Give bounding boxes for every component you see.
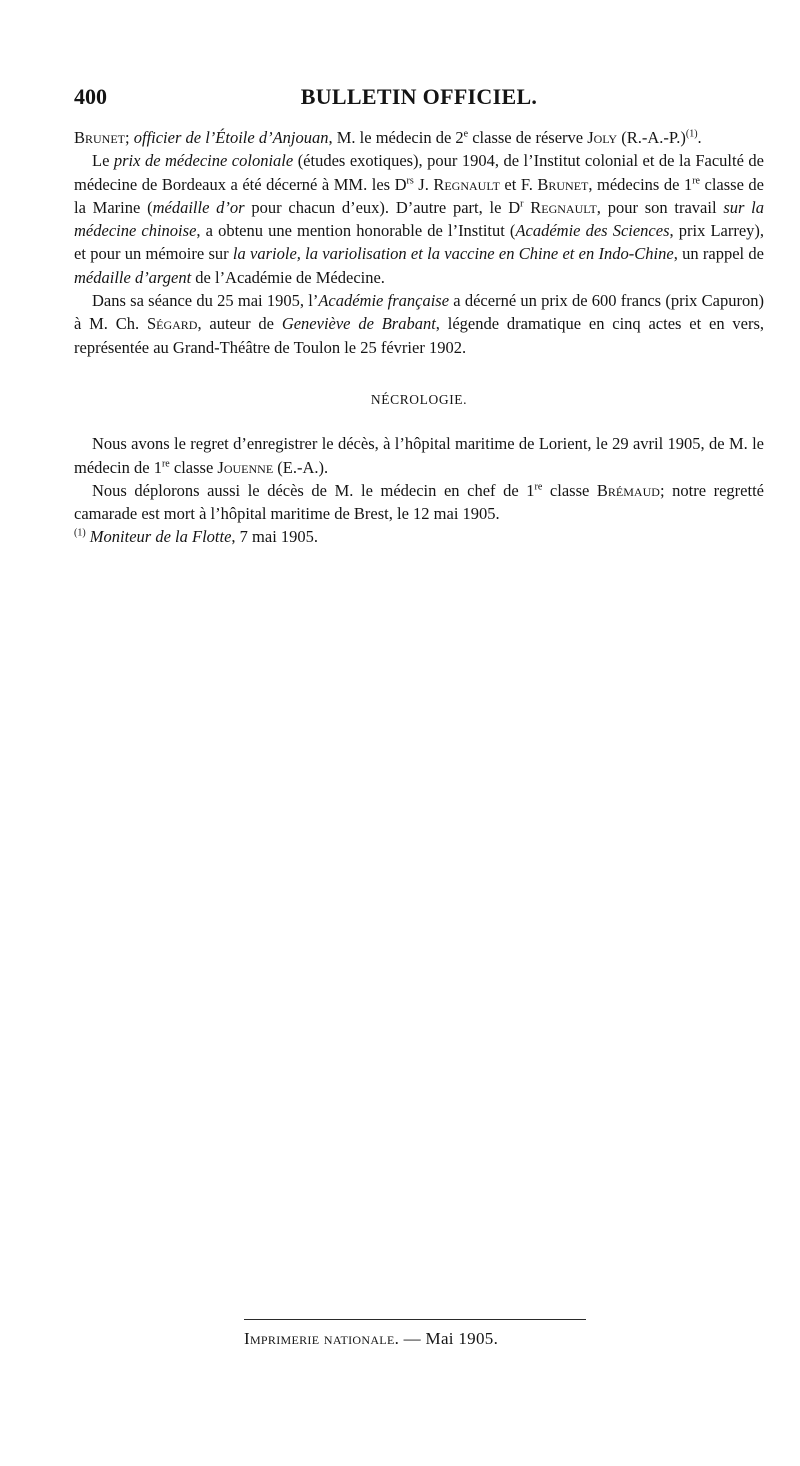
- footnote: [74, 525, 764, 548]
- institution-name: Académie française: [318, 291, 450, 311]
- name-jouenne: Jouenne: [217, 457, 274, 477]
- institution-name: Académie des Sciences: [515, 221, 670, 241]
- paragraph-brunet-award: [74, 126, 764, 149]
- text-run: classe: [169, 457, 218, 477]
- text-run: .: [697, 128, 702, 147]
- prize-name: prix de médecine coloniale: [113, 151, 294, 171]
- paragraph-prix-medecine-coloniale: [74, 149, 764, 289]
- work-title: sur la médecine chinoise: [74, 197, 765, 241]
- text-run: et F.: [499, 174, 538, 194]
- work-title: Geneviève de Brabant: [281, 314, 436, 334]
- text-run: , auteur de: [197, 314, 282, 334]
- imprint-separator: —: [399, 1329, 426, 1348]
- ordinal-superscript: re: [161, 458, 170, 470]
- text-run: , prix Larrey), et pour un mémoire sur: [74, 221, 765, 264]
- imprint-rule: [244, 1319, 586, 1320]
- text-run: , un rappel de: [673, 244, 764, 264]
- abbrev-superscript: rs: [406, 175, 414, 187]
- paragraph-academie-francaise: [74, 289, 764, 359]
- text-run: (E.-A.).: [273, 457, 329, 477]
- text-run: (études exotiques), pour 1904, de l’Institut colonial et de la Faculté de médecine de Bordeaux a été décerné à MM. les D: [74, 151, 764, 194]
- paragraph-deces-jouenne: [74, 432, 764, 479]
- text-run: Nous déplorons aussi le décès de M. le médecin en chef de 1: [92, 480, 535, 500]
- page-header: [74, 84, 764, 114]
- text-run: ; notre regretté camarade est mort à l’hôpital maritime de Brest, le 12 mai 1905.: [74, 480, 764, 524]
- paragraph-deces-bremaud: [74, 479, 764, 526]
- text-run: classe de réserve: [468, 128, 588, 147]
- text-run: (R.-A.-P.): [617, 128, 686, 147]
- text-run: , médecins de 1: [588, 174, 693, 194]
- text-run: classe: [542, 480, 597, 500]
- honor-title: officier de l’Étoile d’Anjouan: [133, 128, 329, 147]
- medal-name: médaille d’argent: [74, 267, 192, 287]
- name-regnault: Regnault: [530, 197, 597, 217]
- name-brunet: Brunet: [537, 174, 589, 194]
- name-joly: Joly: [587, 128, 618, 147]
- ordinal-superscript: re: [692, 175, 700, 187]
- printer-name: Imprimerie nationale.: [244, 1329, 400, 1348]
- medal-name: médaille d’or: [152, 197, 245, 217]
- name-brunet: Brunet: [74, 128, 126, 147]
- name-segard: Ségard: [146, 314, 198, 334]
- text-run: Dans sa séance du 25 mai 1905, l’: [92, 291, 319, 311]
- footnote-source: Moniteur de la Flotte: [89, 527, 232, 547]
- name-regnault: Regnault: [433, 174, 500, 194]
- text-run: J.: [413, 174, 434, 194]
- text-run: a décerné un prix de 600 francs (prix Capuron) à M. Ch.: [74, 291, 764, 334]
- imprint: [244, 1329, 586, 1349]
- work-title: la variole, la variolisation et la vaccine en Chine et en Indo-Chine: [232, 244, 674, 264]
- text-run: , M. le médecin de 2: [328, 128, 464, 147]
- abbrev-superscript: r: [520, 198, 524, 210]
- body-text: [74, 126, 764, 549]
- text-run: , a obtenu une mention honorable de l’Institut (: [196, 221, 516, 241]
- text-run: ;: [125, 128, 134, 147]
- ordinal-superscript: re: [534, 481, 543, 493]
- text-run: pour chacun d’eux). D’autre part, le D: [244, 197, 521, 217]
- text-run: de l’Académie de Médecine.: [191, 267, 385, 287]
- text-run: Le: [92, 151, 114, 171]
- footnote-marker: (1): [74, 527, 86, 539]
- page-number: 400: [74, 84, 107, 109]
- footnote-reference: (1): [685, 128, 698, 140]
- ordinal-superscript: e: [463, 128, 469, 140]
- text-run: Nous avons le regret d’enregistrer le décès, à l’hôpital maritime de Lorient, le 29 avril 1905, de M. le médecin de 1: [74, 434, 764, 477]
- text-run: classe de la Marine (: [74, 174, 764, 217]
- text-run: , pour son travail: [596, 197, 724, 217]
- text-run: , légende dramatique en cinq actes et en vers, représentée au Grand-Théâtre de Toulon le 25 février 1902.: [74, 314, 764, 357]
- name-bremaud: Brémaud: [596, 480, 660, 500]
- imprint-date: Mai 1905.: [425, 1329, 499, 1348]
- section-title-necrologie: NÉCROLOGIE.: [370, 391, 468, 407]
- footnote-date: , 7 mai 1905.: [231, 527, 319, 547]
- running-title: BULLETIN OFFICIEL.: [300, 84, 538, 109]
